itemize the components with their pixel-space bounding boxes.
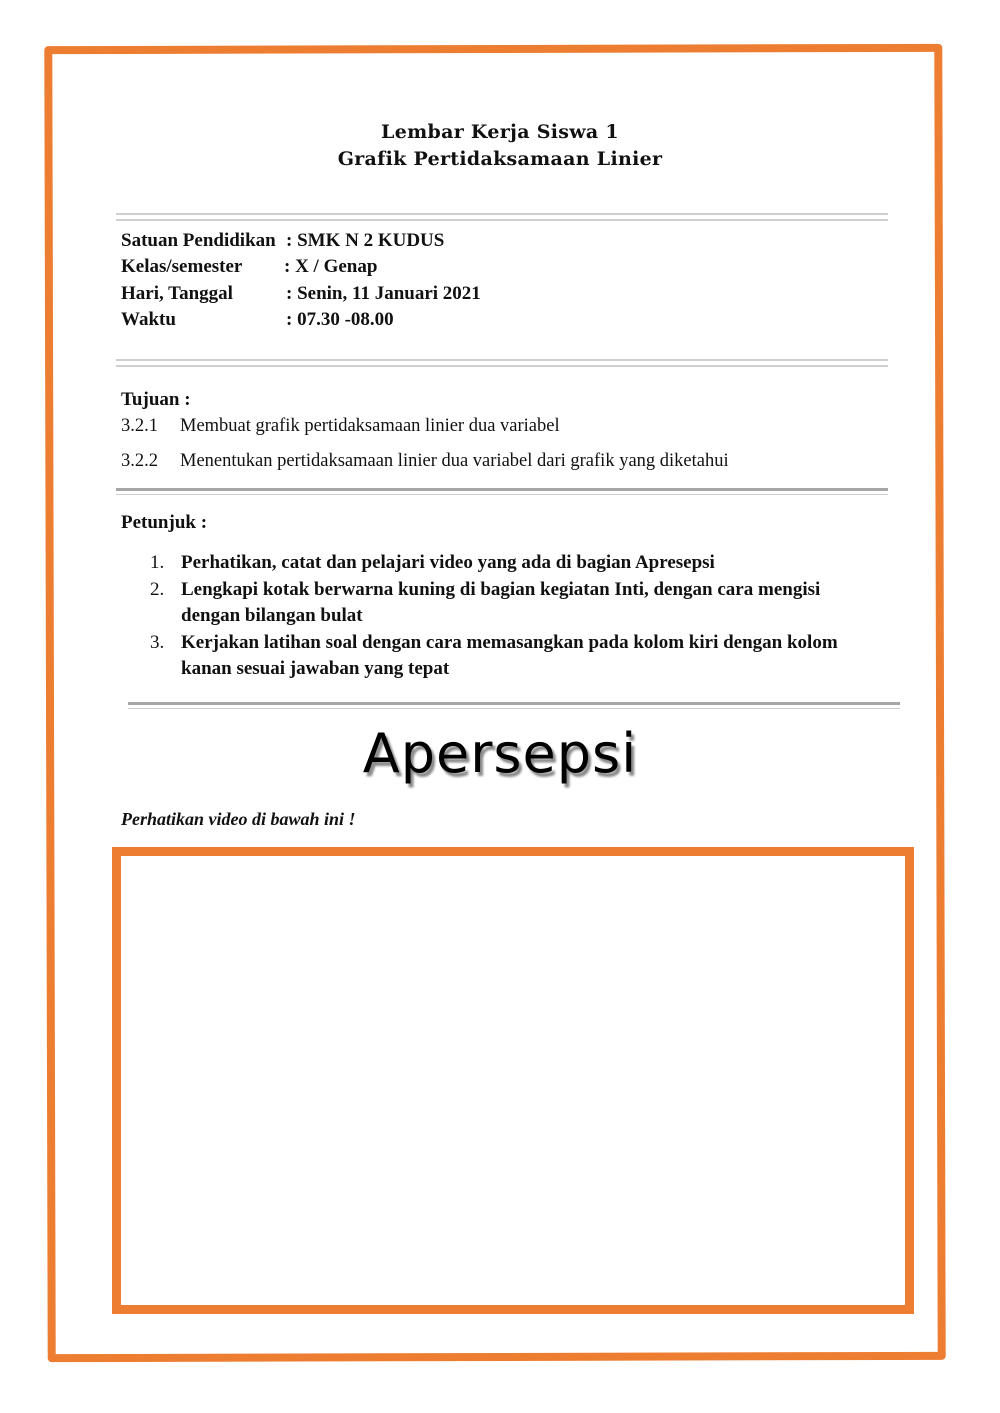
- objective-item: [121, 451, 729, 472]
- video-frame[interactable]: [112, 847, 914, 1314]
- petunjuk-heading: Petunjuk :: [121, 512, 208, 533]
- video-instruction: Perhatikan video di bawah ini !: [121, 809, 356, 829]
- divider: [116, 213, 888, 221]
- divider: [116, 488, 888, 495]
- list-number: 2.: [150, 578, 165, 600]
- info-row-date: [121, 283, 481, 305]
- info-row-class: [121, 256, 378, 278]
- info-value: : Senin, 11 Januari 2021: [286, 283, 481, 304]
- objective-item: [121, 416, 560, 437]
- info-label: Waktu: [121, 309, 176, 330]
- list-item: [150, 630, 880, 683]
- worksheet-title: Lembar Kerja Siswa 1: [381, 121, 619, 143]
- list-item: [150, 577, 880, 630]
- instruction-list: [150, 550, 880, 683]
- objective-number: 3.2.2: [121, 451, 158, 471]
- divider: [128, 702, 900, 709]
- objective-text: Membuat grafik pertidaksamaan linier dua variabel: [180, 416, 560, 436]
- info-value: : X / Genap: [284, 256, 378, 277]
- list-text: Perhatikan, catat dan pelajari video yang ada di bagian Apresepsi: [181, 552, 715, 573]
- list-item: [150, 550, 880, 577]
- divider: [116, 359, 888, 367]
- list-number: 3.: [150, 631, 165, 653]
- list-text: Kerjakan latihan soal dengan cara memasangkan pada kolom kiri dengan kolom kanan sesuai jawaban yang tepat: [181, 631, 838, 679]
- objective-number: 3.2.1: [121, 416, 158, 436]
- apersepsi-heading: Apersepsi: [362, 722, 638, 785]
- info-value: : SMK N 2 KUDUS: [286, 230, 445, 251]
- info-value: : 07.30 -08.00: [286, 309, 394, 330]
- worksheet-subtitle: Grafik Pertidaksamaan Linier: [337, 148, 663, 170]
- list-number: 1.: [150, 552, 165, 573]
- info-row-school: [121, 230, 445, 252]
- info-label: Satuan Pendidikan: [121, 230, 276, 251]
- tujuan-heading: Tujuan :: [121, 389, 191, 410]
- info-row-time: [121, 309, 394, 331]
- list-text: Lengkapi kotak berwarna kuning di bagian kegiatan Inti, dengan cara mengisi dengan bilangan bulat: [181, 578, 821, 626]
- info-label: Kelas/semester: [121, 256, 243, 277]
- info-label: Hari, Tanggal: [121, 283, 233, 304]
- objective-text: Menentukan pertidaksamaan linier dua variabel dari grafik yang diketahui: [180, 451, 729, 471]
